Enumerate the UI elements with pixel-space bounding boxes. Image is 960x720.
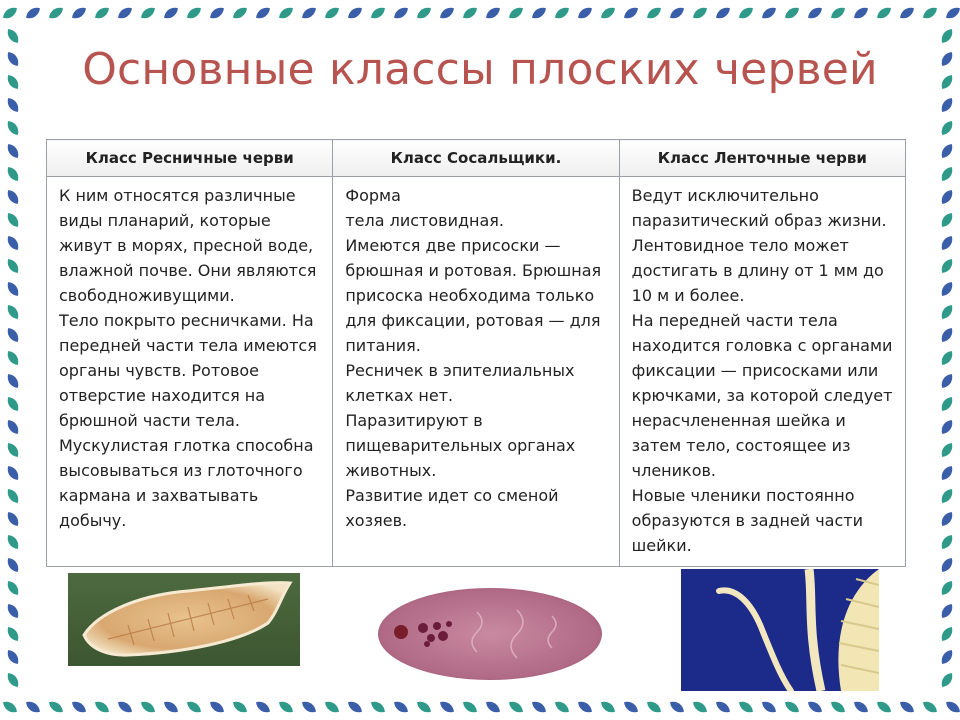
leaf-ornament: [621, 4, 641, 22]
leaf-ornament: [874, 698, 894, 716]
leaf-ornament: [46, 4, 66, 22]
leaf-ornament: [4, 302, 22, 322]
leaf-ornament: [938, 670, 956, 690]
leaf-ornament: [4, 647, 22, 667]
description-line: тела листовидная.: [345, 211, 505, 230]
leaf-border-top: [0, 0, 960, 26]
leaf-ornament: [828, 4, 848, 22]
leaf-ornament: [938, 210, 956, 230]
description-line: Паразитируют в: [345, 411, 483, 430]
leaf-ornament: [938, 601, 956, 621]
leaf-ornament: [4, 210, 22, 230]
leaf-ornament: [322, 698, 342, 716]
leaf-ornament: [4, 394, 22, 414]
description-line: передней части тела имеются: [59, 336, 317, 355]
leaf-ornament: [460, 698, 480, 716]
leaf-ornament: [938, 325, 956, 345]
leaf-ornament: [276, 4, 296, 22]
leaf-ornament: [938, 187, 956, 207]
leaf-ornament: [552, 4, 572, 22]
description-line: добычу.: [59, 511, 127, 530]
leaf-ornament: [506, 698, 526, 716]
description-line: образуются в задней части: [631, 511, 863, 530]
leaf-ornament: [938, 256, 956, 276]
leaf-ornament: [4, 348, 22, 368]
leaf-ornament: [897, 4, 917, 22]
leaf-ornament: [4, 509, 22, 529]
description-line: влажной почве. Они являются: [59, 261, 317, 280]
description-cell-turbellaria: [47, 177, 333, 567]
leaf-ornament: [874, 4, 894, 22]
description-line: Лентовидное тело может: [631, 236, 849, 255]
leaf-ornament: [621, 698, 641, 716]
leaf-ornament: [690, 4, 710, 22]
leaf-ornament: [207, 4, 227, 22]
description-line: шейки.: [631, 536, 692, 555]
leaf-ornament: [138, 4, 158, 22]
description-cell-cestoda: [619, 177, 905, 567]
leaf-border-right: [934, 0, 960, 720]
leaf-ornament: [4, 670, 22, 690]
leaf-ornament: [460, 4, 480, 22]
header-cell-turbellaria: Класс Ресничные черви: [47, 140, 333, 177]
leaf-ornament: [230, 4, 250, 22]
description-line: свободноживущими.: [59, 286, 235, 305]
leaf-ornament: [4, 279, 22, 299]
leaf-ornament: [736, 698, 756, 716]
leaf-ornament: [115, 698, 135, 716]
leaf-ornament: [483, 698, 503, 716]
leaf-ornament: [299, 4, 319, 22]
leaf-ornament: [207, 698, 227, 716]
leaf-ornament: [4, 624, 22, 644]
description-line: Имеются две присоски —: [345, 236, 561, 255]
description-line: Развитие идет со сменой: [345, 486, 559, 505]
leaf-ornament: [230, 698, 250, 716]
description-line: живут в морях, пресной воде,: [59, 236, 314, 255]
leaf-ornament: [851, 4, 871, 22]
description-line: хозяев.: [345, 511, 408, 530]
leaf-ornament: [690, 698, 710, 716]
leaf-ornament: [276, 698, 296, 716]
leaf-ornament: [938, 371, 956, 391]
leaf-ornament: [414, 698, 434, 716]
leaf-ornament: [23, 698, 43, 716]
leaf-ornament: [938, 624, 956, 644]
description-cell-trematoda: [333, 177, 619, 567]
leaf-ornament: [938, 440, 956, 460]
leaf-ornament: [138, 698, 158, 716]
leaf-ornament: [938, 233, 956, 253]
description-line: На передней части тела: [631, 311, 838, 330]
leaf-ornament: [253, 698, 273, 716]
leaf-ornament: [4, 26, 22, 46]
leaf-ornament: [4, 440, 22, 460]
leaf-ornament: [713, 698, 733, 716]
description-line: брюшной части тела.: [59, 411, 241, 430]
leaf-ornament: [161, 698, 181, 716]
leaf-ornament: [938, 555, 956, 575]
leaf-ornament: [4, 95, 22, 115]
leaf-ornament: [736, 4, 756, 22]
leaf-ornament: [759, 698, 779, 716]
description-line: Тело покрыто ресничками. На: [59, 311, 314, 330]
leaf-ornament: [759, 4, 779, 22]
leaf-ornament: [938, 394, 956, 414]
leaf-ornament: [437, 698, 457, 716]
tapeworm-photo: [681, 569, 879, 691]
leaf-ornament: [368, 4, 388, 22]
leaf-ornament: [938, 26, 956, 46]
leaf-ornament: [4, 233, 22, 253]
leaf-ornament: [805, 698, 825, 716]
header-cell-trematoda: Класс Сосальщики.: [333, 140, 619, 177]
planarian-photo: [68, 573, 300, 666]
leaf-ornament: [322, 4, 342, 22]
description-line: питания.: [345, 336, 421, 355]
leaf-ornament: [938, 118, 956, 138]
description-line: животных.: [345, 461, 437, 480]
leaf-ornament: [4, 141, 22, 161]
description-line: члеников.: [631, 461, 717, 480]
leaf-ornament: [938, 417, 956, 437]
leaf-ornament: [644, 698, 664, 716]
leaf-ornament: [115, 4, 135, 22]
table-header-row: [47, 140, 906, 177]
fluke-photo: [377, 572, 603, 692]
description-line: органы чувств. Ротовое: [59, 361, 260, 380]
leaf-ornament: [552, 698, 572, 716]
leaf-ornament: [667, 4, 687, 22]
leaf-ornament: [938, 348, 956, 368]
leaf-ornament: [938, 509, 956, 529]
leaf-ornament: [4, 463, 22, 483]
leaf-ornament: [938, 532, 956, 552]
leaf-ornament: [4, 486, 22, 506]
leaf-ornament: [713, 4, 733, 22]
header-cell-cestoda: Класс Ленточные черви: [619, 140, 905, 177]
leaf-ornament: [253, 4, 273, 22]
leaf-ornament: [92, 4, 112, 22]
leaf-ornament: [23, 4, 43, 22]
description-line: присоска необходима только: [345, 286, 595, 305]
leaf-ornament: [938, 279, 956, 299]
leaf-ornament: [69, 698, 89, 716]
description-line: пищеварительных органах: [345, 436, 576, 455]
description-line: крючками, за которой следует: [631, 386, 893, 405]
leaf-ornament: [506, 4, 526, 22]
leaf-border-bottom: [0, 694, 960, 720]
description-line: виды планарий, которые: [59, 211, 271, 230]
description-line: находится головка с органами: [631, 336, 893, 355]
description-line: Ресничек в эпителиальных: [345, 361, 575, 380]
leaf-ornament: [483, 4, 503, 22]
description-line: нерасчлененная шейка и: [631, 411, 846, 430]
leaf-ornament: [4, 555, 22, 575]
leaf-ornament: [161, 4, 181, 22]
leaf-ornament: [938, 578, 956, 598]
leaf-ornament: [938, 141, 956, 161]
leaf-ornament: [368, 698, 388, 716]
leaf-ornament: [938, 302, 956, 322]
description-line: 10 м и более.: [631, 286, 745, 305]
description-line: достигать в длину от 1 мм до: [631, 261, 884, 280]
leaf-ornament: [938, 486, 956, 506]
leaf-ornament: [437, 4, 457, 22]
leaf-ornament: [938, 463, 956, 483]
table-body-row: [47, 177, 906, 567]
description-line: брюшная и ротовая. Брюшная: [345, 261, 602, 280]
leaf-ornament: [4, 118, 22, 138]
leaf-ornament: [4, 417, 22, 437]
leaf-ornament: [345, 698, 365, 716]
leaf-ornament: [184, 4, 204, 22]
description-line: К ним относятся различные: [59, 186, 296, 205]
leaf-ornament: [938, 164, 956, 184]
description-line: затем тело, состоящее из: [631, 436, 851, 455]
leaf-ornament: [92, 698, 112, 716]
leaf-ornament: [782, 4, 802, 22]
leaf-ornament: [4, 578, 22, 598]
leaf-ornament: [667, 698, 687, 716]
leaf-ornament: [851, 698, 871, 716]
description-line: отверстие находится на: [59, 386, 266, 405]
leaf-ornament: [644, 4, 664, 22]
leaf-ornament: [938, 647, 956, 667]
leaf-ornament: [828, 698, 848, 716]
leaf-ornament: [598, 4, 618, 22]
leaf-ornament: [4, 164, 22, 184]
leaf-ornament: [805, 4, 825, 22]
leaf-ornament: [938, 95, 956, 115]
description-line: паразитический образ жизни.: [631, 211, 887, 230]
description-line: Ведут исключительно: [631, 186, 819, 205]
description-line: Форма: [345, 186, 401, 205]
leaf-ornament: [529, 698, 549, 716]
leaf-ornament: [4, 325, 22, 345]
leaf-ornament: [598, 698, 618, 716]
slide-title: Основные классы плоских червей: [82, 44, 878, 95]
description-line: Мускулистая глотка способна: [59, 436, 314, 455]
leaf-ornament: [897, 698, 917, 716]
leaf-ornament: [4, 256, 22, 276]
leaf-ornament: [46, 698, 66, 716]
leaf-ornament: [391, 698, 411, 716]
leaf-border-left: [0, 0, 26, 720]
leaf-ornament: [4, 187, 22, 207]
description-line: кармана и захватывать: [59, 486, 259, 505]
leaf-ornament: [4, 532, 22, 552]
leaf-ornament: [391, 4, 411, 22]
description-line: высовываться из глоточного: [59, 461, 303, 480]
description-line: Новые членики постоянно: [631, 486, 855, 505]
leaf-ornament: [184, 698, 204, 716]
leaf-ornament: [575, 4, 595, 22]
description-line: фиксации — присосками или: [631, 361, 879, 380]
leaf-ornament: [4, 601, 22, 621]
leaf-ornament: [529, 4, 549, 22]
leaf-ornament: [414, 4, 434, 22]
leaf-ornament: [575, 698, 595, 716]
description-line: для фиксации, ротовая — для: [345, 311, 601, 330]
description-line: клетках нет.: [345, 386, 454, 405]
leaf-ornament: [69, 4, 89, 22]
leaf-ornament: [4, 371, 22, 391]
classes-table: [46, 139, 906, 567]
leaf-ornament: [299, 698, 319, 716]
leaf-ornament: [782, 698, 802, 716]
leaf-ornament: [345, 4, 365, 22]
